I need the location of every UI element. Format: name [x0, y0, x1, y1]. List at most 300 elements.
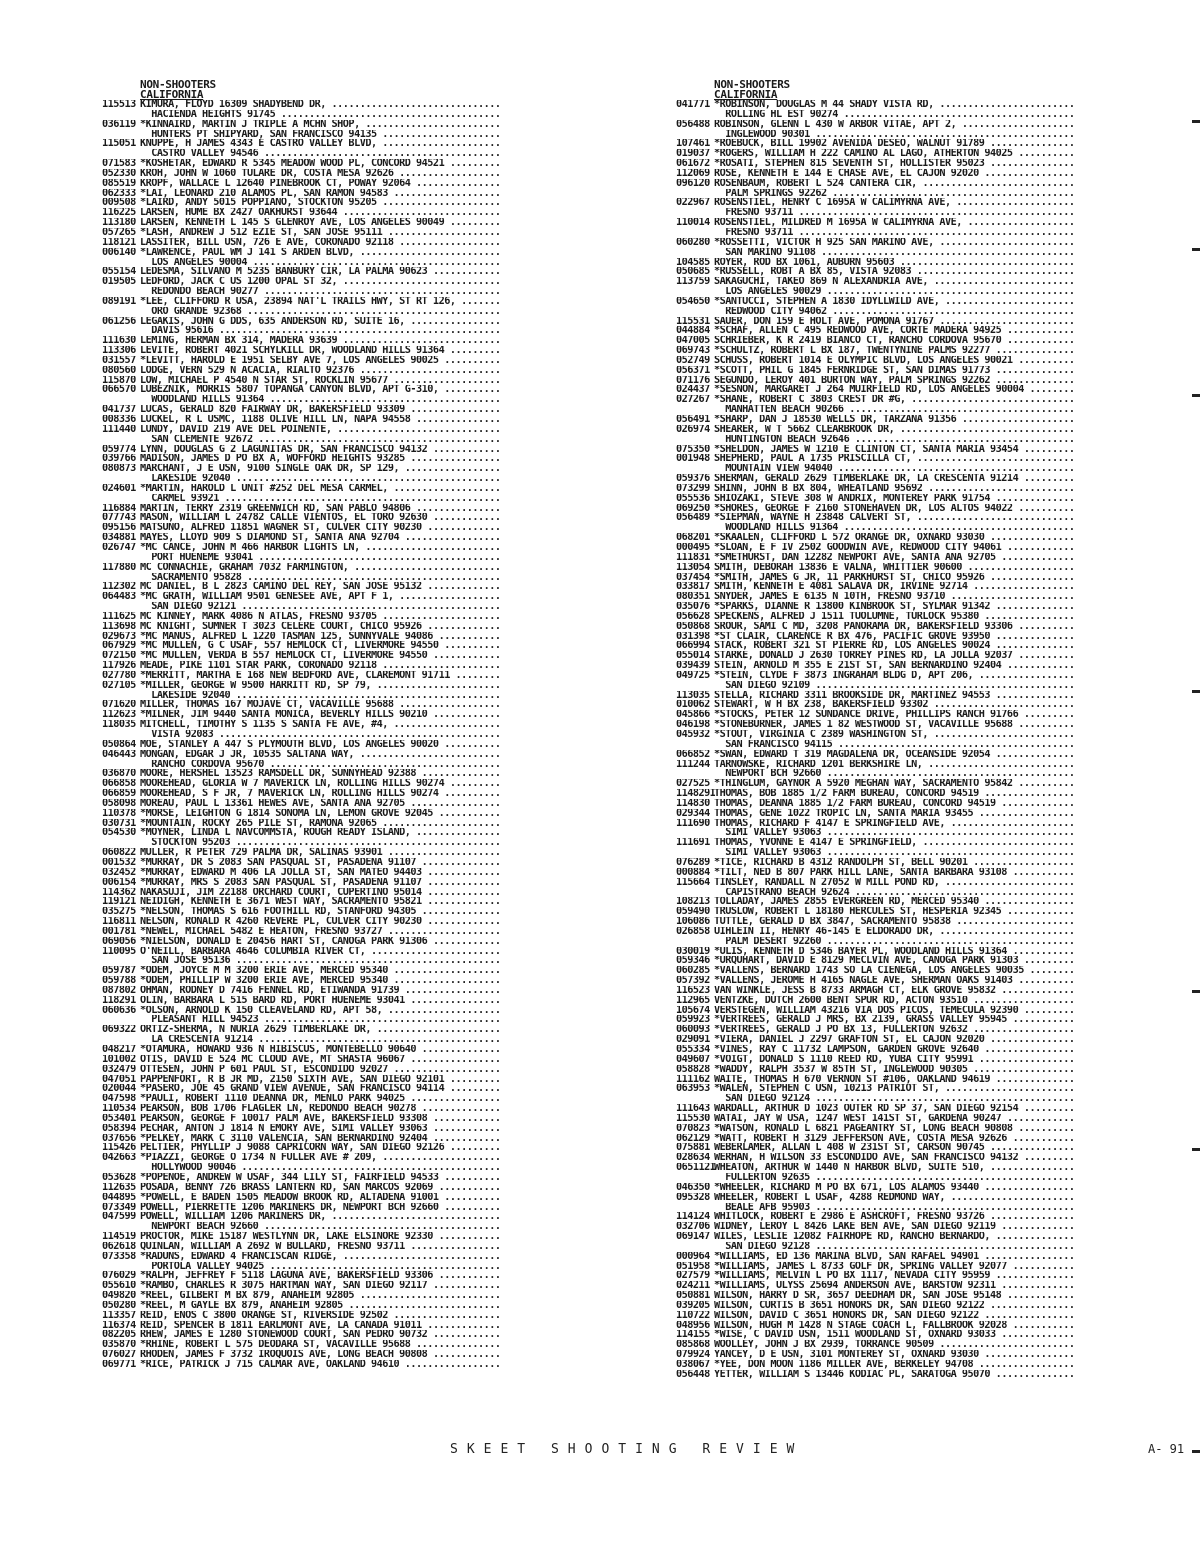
- dot-leader: .......................................: [849, 434, 1075, 445]
- member-entry: *PAULI, ROBERT 1110 DEANNA DR, MENLO PARK 94025: [140, 1094, 405, 1105]
- member-entry: *NEWEL, MICHAEL 5482 E HEATON, FRESNO 93727: [140, 926, 383, 937]
- list-item: [102, 1153, 602, 1163]
- dot-leader: ...................: [387, 1064, 501, 1075]
- dot-leader: ..............................: [325, 100, 501, 110]
- dot-leader: ............................................: [821, 848, 1075, 858]
- edge-mark: [1192, 120, 1200, 123]
- list-item: [102, 484, 602, 494]
- member-number: 048217: [102, 1045, 136, 1055]
- member-number: 116225: [102, 208, 136, 219]
- list-item: [102, 1262, 602, 1272]
- member-number: 115664: [676, 877, 710, 888]
- member-entry: NAKASUJI, JIM 22188 ORCHARD COURT, CUPERTINO 95014: [140, 887, 422, 898]
- member-entry: SCHRIEBER, K R 2419 BIANCO CT, RANCHO CORDOVA 95670: [714, 336, 1002, 347]
- list-item: [102, 858, 602, 868]
- member-number: 008336: [102, 415, 136, 425]
- member-entry: THOMAS, BOB 1885 1/2 FARM BUREAU, CONCORD 94519: [714, 789, 979, 799]
- member-number: 079924: [676, 1350, 710, 1360]
- list-item: [102, 523, 602, 533]
- member-entry: LEGAKIS, JOHN G DDS, 635 ANDERSON RD, SUITE 16,: [140, 316, 405, 327]
- member-entry: *VERTREES, GERALD J PO BX 13, FULLERTON 92632: [714, 1025, 968, 1036]
- member-number: 027579: [676, 1271, 710, 1282]
- list-item: [676, 789, 1176, 799]
- member-number: 073358: [102, 1251, 136, 1262]
- member-entry: NEWPORT BCH 92660: [714, 769, 822, 780]
- dot-leader: .................: [973, 670, 1075, 681]
- dot-leader: ..............................................: [809, 129, 1075, 140]
- dot-leader: .............: [421, 877, 501, 888]
- member-entry: THOMAS, YVONNE E 4147 E SPRINGFIELD,: [714, 838, 917, 849]
- member-number: 046198: [676, 720, 710, 730]
- dot-leader: ..........: [438, 641, 501, 652]
- list-item: [102, 563, 602, 573]
- member-entry: *OLSON, ARNOLD K 150 CLEAVELAND RD, APT 58,: [140, 1005, 383, 1016]
- dot-leader: .....................: [376, 818, 501, 829]
- list-item: [102, 445, 602, 455]
- list-item: [676, 1301, 1176, 1311]
- member-entry: *PASERO, JOE 45 GRAND VIEW AVENUE, SAN FRANCISCO 94114: [140, 1084, 445, 1095]
- member-entry: *WILLIAMS, ED 136 MARINA BLVD, SAN RAFAEL 94901: [714, 1251, 979, 1262]
- dot-leader: ...........................................: [826, 188, 1075, 199]
- member-entry: MC CONNACHIE, GRAHAM 7032 FARMINGTON,: [140, 562, 349, 573]
- member-entry: *WATSON, RONALD L 6821 PAGEANTRY ST, LONG BEACH 90808: [714, 1123, 1013, 1134]
- list-item: [676, 248, 1176, 258]
- member-entry: *MARTIN, HAROLD L UNIT #252 DEL MESA CARMEL,: [140, 483, 388, 494]
- list-item: [102, 996, 602, 1006]
- member-number: 058828: [676, 1064, 710, 1075]
- list-item: [102, 1134, 602, 1144]
- list-item: [676, 208, 1176, 218]
- member-entry: *RHINE, ROBERT L 575 DEODARA ST, VACAVILLE 95688: [140, 1340, 411, 1351]
- member-number: 027525: [676, 779, 710, 790]
- list-item: [102, 415, 602, 425]
- list-item: [102, 789, 602, 799]
- member-entry: NELSON, RONALD R 4260 REVERE PL, CULVER CITY 90230: [140, 917, 422, 927]
- list-item: [102, 198, 602, 208]
- member-entry: LUCKEL, R L USMC, 1188 OLIVE HILL LN, NAPA 94558: [140, 415, 411, 425]
- member-number: 113054: [676, 562, 710, 573]
- member-number: 057265: [102, 227, 136, 238]
- member-entry: WILSON, DAVID C 3651 HONORS DR, SAN DIEGO 92122: [714, 1310, 979, 1321]
- member-entry: *NELSON, THOMAS S 616 FOOTHILL RD, STANFORD 94305: [140, 907, 417, 918]
- list-item: [676, 445, 1176, 455]
- list-item: [676, 1015, 1176, 1025]
- member-number: 085519: [102, 178, 136, 189]
- member-number: 049820: [102, 1291, 136, 1301]
- list-item: [676, 100, 1176, 110]
- member-number: 026747: [102, 542, 136, 553]
- member-entry: *MERRITT, MARTHA E 168 NEW BEDFORD AVE, CLAREMONT 91711: [140, 670, 450, 681]
- member-entry: LAKESIDE 92040: [140, 474, 231, 484]
- member-number: 050685: [676, 267, 710, 278]
- list-item: [676, 651, 1176, 661]
- list-item: [102, 179, 602, 189]
- member-number: 071176: [676, 375, 710, 386]
- member-number: 053628: [102, 1172, 136, 1183]
- dot-leader: ...........................................: [252, 552, 501, 563]
- member-number: 112965: [676, 995, 710, 1006]
- list-item: [102, 1291, 602, 1301]
- member-entry: *VINES, RAY C 11732 LAMPSON, GARDEN GROVE 92640: [714, 1045, 979, 1055]
- dot-leader: ............: [427, 513, 501, 524]
- member-entry: PLEASANT HILL 94523: [140, 1015, 259, 1026]
- member-entry: *SHANE, ROBERT C 3803 CREST DR #G,: [714, 395, 906, 406]
- member-entry: PORTOLA VALLEY 94025: [140, 1261, 264, 1272]
- dot-leader: ...........: [432, 1232, 501, 1242]
- list-item: [102, 1281, 602, 1291]
- member-entry: HUNTINGTON BEACH 92646: [714, 434, 850, 445]
- member-entry: OHMAN, RODNEY D 7416 FENNEL RD, ETIWANDA 91739: [140, 985, 400, 996]
- member-number: 076029: [102, 1271, 136, 1282]
- member-entry: *SESNON, MARGARET J 264 MUIRFIELD RD, LOS ANGELES 90004: [714, 385, 1024, 396]
- list-item: [102, 504, 602, 514]
- dot-leader: .........................: [928, 700, 1075, 711]
- list-item: [102, 917, 602, 927]
- member-number: 031557: [102, 355, 136, 366]
- member-entry: *ULIS, KENNETH D 5346 BAYER PL, WOODLAND HILLS 91364: [714, 946, 1007, 957]
- member-number: 059490: [676, 907, 710, 918]
- member-entry: *WALEN, STEPHEN C USN, 10213 PATRIOT ST,: [714, 1084, 940, 1095]
- dot-leader: ..............: [990, 375, 1075, 386]
- member-entry: HUNTERS PT SHIPYARD, SAN FRANCISCO 94135: [140, 129, 377, 140]
- member-entry: THOMAS, RICHARD F 4147 E SPRINGFIELD AVE,: [714, 818, 945, 829]
- list-item: [676, 1094, 1176, 1104]
- member-number: 036870: [102, 769, 136, 780]
- dot-leader: .........: [1018, 1005, 1075, 1016]
- member-entry: *MURRAY, DR S 2083 SAN PASQUAL ST, PASADENA 91107: [140, 857, 417, 868]
- dot-leader: ...............: [984, 1163, 1075, 1173]
- member-number: 059376: [676, 474, 710, 484]
- member-entry: LUBEZNIK, MORRIS 5807 TOPANGA CANYON BLVD, APT G-310,: [140, 385, 439, 396]
- member-number: 056448: [676, 1369, 710, 1380]
- member-number: 055014: [676, 651, 710, 662]
- list-item: [676, 1055, 1176, 1065]
- list-item: [102, 1045, 602, 1055]
- member-number: 104585: [676, 257, 710, 268]
- member-entry: FULLERTON 92635: [714, 1172, 810, 1183]
- member-entry: *REEL, M GAYLE BX 879, ANAHEIM 92805: [140, 1300, 343, 1311]
- dot-leader: .............: [421, 867, 501, 878]
- member-number: 116374: [102, 1320, 136, 1331]
- list-item: [676, 868, 1176, 878]
- edge-mark: [1192, 1148, 1200, 1151]
- list-item: [102, 592, 602, 602]
- member-entry: *SANTUCCI, STEPHEN A 1830 IDYLLWILD AVE,: [714, 296, 940, 307]
- dot-leader: ...................: [387, 966, 501, 977]
- dot-leader: ................: [978, 897, 1075, 908]
- member-number: 035076: [676, 602, 710, 612]
- list-item: [102, 986, 602, 996]
- member-number: 114519: [102, 1232, 136, 1242]
- dot-leader: ............................: [911, 454, 1075, 465]
- list-item: [676, 838, 1176, 848]
- list-item: [102, 110, 602, 120]
- member-entry: ROLLING HL EST 90274: [714, 109, 838, 120]
- member-number: 073299: [676, 483, 710, 494]
- list-item: [102, 927, 602, 937]
- member-number: 036119: [102, 119, 136, 130]
- list-item: [102, 1143, 602, 1153]
- member-entry: *MC MANUS, ALFRED L 1220 TASMAN 125, SUNNYVALE 94086: [140, 631, 433, 642]
- list-item: [102, 612, 602, 622]
- member-number: 069743: [676, 346, 710, 356]
- list-item: [102, 1035, 602, 1045]
- list-item: [102, 385, 602, 395]
- member-number: 060636: [102, 1005, 136, 1016]
- dot-leader: ...................: [387, 375, 501, 386]
- member-entry: *ROBINSON, DOUGLAS M 44 SHADY VISTA RD,: [714, 100, 934, 110]
- member-number: 107461: [676, 139, 710, 150]
- member-number: 082205: [102, 1330, 136, 1341]
- list-item: [102, 582, 602, 592]
- member-number: 046443: [102, 749, 136, 760]
- dot-leader: ..........: [1012, 503, 1075, 514]
- dot-leader: .............: [995, 1281, 1075, 1292]
- list-item: [676, 533, 1176, 543]
- list-item: [676, 1084, 1176, 1094]
- member-number: 050881: [676, 1291, 710, 1301]
- member-entry: *ROEBUCK, BILL 19902 AVENIDA DESEO, WALNUT 91789: [714, 139, 985, 150]
- list-item: [676, 1242, 1176, 1252]
- dot-leader: ................: [404, 1054, 501, 1065]
- member-list-right: [676, 100, 1176, 1380]
- list-item: [676, 612, 1176, 622]
- list-item: [102, 907, 602, 917]
- dot-leader: ..............: [416, 907, 501, 918]
- list-item: [676, 681, 1176, 691]
- list-item: [102, 435, 602, 445]
- member-entry: PEARSON, GEORGE F 10017 PALM AVE, BAKERSFIELD 93308: [140, 1113, 428, 1124]
- member-number: 041771: [676, 100, 710, 110]
- member-number: 024601: [102, 483, 136, 494]
- dot-leader: ........................................: [843, 405, 1075, 415]
- list-item: [102, 897, 602, 907]
- member-entry: LEMING, HERMAN BX 314, MADERA 93639: [140, 336, 338, 347]
- list-item: [102, 208, 602, 218]
- dot-leader: .........................................: [263, 759, 501, 770]
- dot-leader: ..........................................: [258, 1015, 501, 1026]
- dot-leader: ..............: [416, 1104, 501, 1114]
- member-entry: MATSUNO, ALFRED 11851 WAGNER ST, CULVER CITY 90230: [140, 523, 422, 534]
- member-entry: RHEW, JAMES E 1280 STONEWOOD COURT, SAN PEDRO 90732: [140, 1330, 428, 1341]
- dot-leader: .......................: [939, 1084, 1075, 1095]
- dot-leader: .........: [444, 346, 501, 356]
- member-number: 061672: [676, 159, 710, 169]
- dot-leader: .........: [1018, 444, 1075, 455]
- dot-leader: .........................: [928, 277, 1075, 288]
- member-entry: CARMEL 93921: [140, 493, 219, 504]
- member-number: 045866: [676, 710, 710, 721]
- list-item: [676, 543, 1176, 553]
- member-number: 055334: [676, 1045, 710, 1055]
- member-entry: *ROSSETTI, VICTOR H 925 SAN MARINO AVE,: [714, 237, 934, 248]
- member-number: 029673: [102, 631, 136, 642]
- member-number: 064483: [102, 592, 136, 603]
- dot-leader: ..............: [990, 631, 1075, 642]
- member-number: 072150: [102, 651, 136, 662]
- member-number: 000495: [676, 542, 710, 553]
- dot-leader: ................: [404, 316, 501, 327]
- list-item: [676, 395, 1176, 405]
- dot-leader: ..........: [438, 355, 501, 366]
- member-entry: UIHLEIN II, HENRY 46-145 E ELDORADO DR,: [714, 926, 934, 937]
- list-item: [676, 385, 1176, 395]
- member-entry: ROSENSTIEL, MILDRED M 1695A W CALIMYRNA AVE,: [714, 218, 962, 228]
- list-item: [676, 1370, 1176, 1380]
- member-number: 020044: [102, 1084, 136, 1095]
- member-entry: *MURRAY, MRS S 2083 SAN PASQUAL ST, PASADENA 91107: [140, 877, 422, 888]
- member-number: 035870: [102, 1340, 136, 1351]
- list-item: [676, 1143, 1176, 1153]
- list-item: [676, 494, 1176, 504]
- dot-leader: ............: [427, 444, 501, 455]
- member-number: 060280: [676, 237, 710, 248]
- dot-leader: ............................: [337, 208, 501, 219]
- member-number: 055154: [102, 267, 136, 278]
- dot-leader: .......................................: [275, 109, 501, 120]
- list-item: [102, 632, 602, 642]
- member-entry: SIMI VALLEY 93063: [714, 848, 822, 858]
- member-entry: ORTIZ-SHERMA, N NURIA 2629 TIMBERLAKE DR,: [140, 1025, 371, 1036]
- dot-leader: ............................: [911, 267, 1075, 278]
- dot-leader: ............: [427, 651, 501, 662]
- list-item: [676, 661, 1176, 671]
- dot-leader: .................: [973, 1054, 1075, 1065]
- member-entry: LEDESMA, SILVANO M 5235 BANBURY CIR, LA PALMA 90623: [140, 267, 428, 278]
- member-entry: *LEE, CLIFFORD R USA, 23894 NAT'L TRAILS HWY, ST RT 126,: [140, 296, 456, 307]
- dot-leader: ...................: [387, 1310, 501, 1321]
- member-number: 111690: [676, 818, 710, 829]
- dot-leader: ..................: [393, 168, 501, 179]
- member-entry: WILSON, HUGH M 1428 N STAGE COACH L, FALLBROOK 92028: [714, 1320, 1007, 1331]
- member-number: 053401: [102, 1113, 136, 1124]
- dot-leader: ..............................................: [809, 1094, 1075, 1105]
- dot-leader: ................: [978, 1251, 1075, 1262]
- state-heading: CALIFORNIA: [714, 88, 778, 101]
- member-number: 066570: [102, 385, 136, 396]
- member-number: 035275: [102, 907, 136, 918]
- list-item: [102, 602, 602, 612]
- member-entry: WHEELER, ROBERT L USAF, 4288 REDMOND WAY,: [714, 1192, 945, 1203]
- member-number: 111244: [676, 759, 710, 770]
- member-number: 115531: [676, 316, 710, 327]
- dot-leader: ...........: [1006, 1261, 1075, 1272]
- list-item: [676, 1360, 1176, 1370]
- dot-leader: .........: [1018, 1153, 1075, 1164]
- list-item: [102, 878, 602, 888]
- member-entry: O'NEILL, BARBARA 4646 COLUMBIA RIVER CT,: [140, 946, 366, 957]
- member-number: 027780: [102, 670, 136, 681]
- member-number: 031398: [676, 631, 710, 642]
- dot-leader: .................: [973, 1360, 1075, 1370]
- list-item: [102, 1271, 602, 1281]
- member-entry: *RADUNS, EDWARD 4 FRANCISCAN RIDGE,: [140, 1251, 338, 1262]
- list-item: [102, 661, 602, 671]
- member-entry: WOODLAND HILLS 91364: [140, 395, 264, 406]
- member-entry: *ST CLAIR, CLARENCE R BX 476, PACIFIC GROVE 93950: [714, 631, 991, 642]
- dot-leader: ..........: [1012, 149, 1075, 160]
- dot-leader: ............................: [337, 336, 501, 347]
- list-item: [676, 1271, 1176, 1281]
- dot-leader: ................: [978, 1045, 1075, 1055]
- dot-leader: ............: [1001, 1291, 1075, 1301]
- member-number: 115870: [102, 375, 136, 386]
- dot-leader: ............: [427, 1113, 501, 1124]
- member-entry: BEALE AFB 95903: [714, 1202, 810, 1213]
- dot-leader: ..............: [990, 1232, 1075, 1242]
- list-item: [102, 1232, 602, 1242]
- member-entry: TRUSLOW, ROBERT L 18180 HERCULES ST, HESPERIA 92345: [714, 907, 1002, 918]
- member-entry: MARCHANT, J E USN, 9100 SINGLE OAK DR, SP 129,: [140, 464, 400, 475]
- list-item: [102, 720, 602, 730]
- member-entry: WAITE, THOMAS H 670 VERNON ST #106, OAKLAND 94619: [714, 1074, 991, 1085]
- list-item: [676, 966, 1176, 976]
- list-item: [102, 376, 602, 386]
- list-item: [676, 1330, 1176, 1340]
- member-number: 114124: [676, 1212, 710, 1223]
- dot-leader: .....................: [950, 198, 1075, 209]
- member-entry: LEDFORD, JACK C US 1200 OPAL ST 32,: [140, 277, 338, 288]
- dot-leader: ........................: [933, 237, 1075, 248]
- member-number: 115513: [102, 100, 136, 110]
- dot-leader: ..............: [990, 1369, 1075, 1380]
- member-number: 110722: [676, 1310, 710, 1321]
- list-item: [102, 277, 602, 287]
- dot-leader: ..........................: [348, 562, 501, 573]
- member-entry: STELLA, RICHARD 3311 BROOKSIDE DR, MARTINEZ 94553: [714, 690, 991, 701]
- member-entry: WHEATON, ARTHUR W 1440 N HARBOR BLVD, SUITE 510,: [714, 1163, 985, 1173]
- member-number: 112302: [102, 582, 136, 593]
- member-number: 106086: [676, 917, 710, 927]
- list-item: [676, 1035, 1176, 1045]
- dot-leader: ........: [449, 670, 501, 681]
- list-item: [102, 425, 602, 435]
- member-entry: ROSE, KENNETH E 144 E CHASE AVE, EL CAJON 92020: [714, 168, 979, 179]
- list-item: [676, 927, 1176, 937]
- member-number: 027267: [676, 395, 710, 406]
- member-entry: STOCKTON 95203: [140, 838, 231, 849]
- list-item: [676, 907, 1176, 917]
- dot-leader: .....................: [376, 611, 501, 622]
- dot-leader: ..............................................: [809, 1202, 1075, 1213]
- list-item: [676, 504, 1176, 514]
- dot-leader: ........................: [359, 542, 501, 553]
- member-entry: VAN WINKLE, JESS B 8733 ARMAGH CT, ELK GROVE 95832: [714, 985, 996, 996]
- dot-leader: .........: [444, 1084, 501, 1095]
- list-item: [102, 760, 602, 770]
- right-column: [676, 80, 1176, 1380]
- member-entry: WILSON, CURTIS B 3651 HONORS DR, SAN DIEGO 92122: [714, 1300, 985, 1311]
- dot-leader: ..................: [967, 1064, 1075, 1075]
- member-entry: WOOLLEY, JOHN J BX 2939, TORRANCE 90509: [714, 1340, 934, 1351]
- dot-leader: .............................................: [815, 247, 1075, 258]
- list-item: [676, 582, 1176, 592]
- member-entry: OLIN, BARBARA L 515 BARD RD, PORT HUENEME 93041: [140, 995, 405, 1006]
- list-item: [102, 267, 602, 277]
- member-number: 075881: [676, 1143, 710, 1154]
- dot-leader: ..............: [416, 769, 501, 780]
- dot-leader: ......................: [944, 1192, 1075, 1203]
- list-item: [102, 238, 602, 248]
- dot-leader: .....................: [950, 917, 1075, 927]
- list-item: [102, 405, 602, 415]
- list-item: [676, 474, 1176, 484]
- member-entry: *URQUHART, DAVID E 8129 MECLVIN AVE, CANOGA PARK 91303: [714, 956, 1019, 967]
- member-entry: MANHATTEN BEACH 90266: [714, 405, 844, 415]
- member-list-left: [102, 100, 602, 1370]
- dot-leader: ............................................: [821, 936, 1075, 947]
- list-item: [676, 159, 1176, 169]
